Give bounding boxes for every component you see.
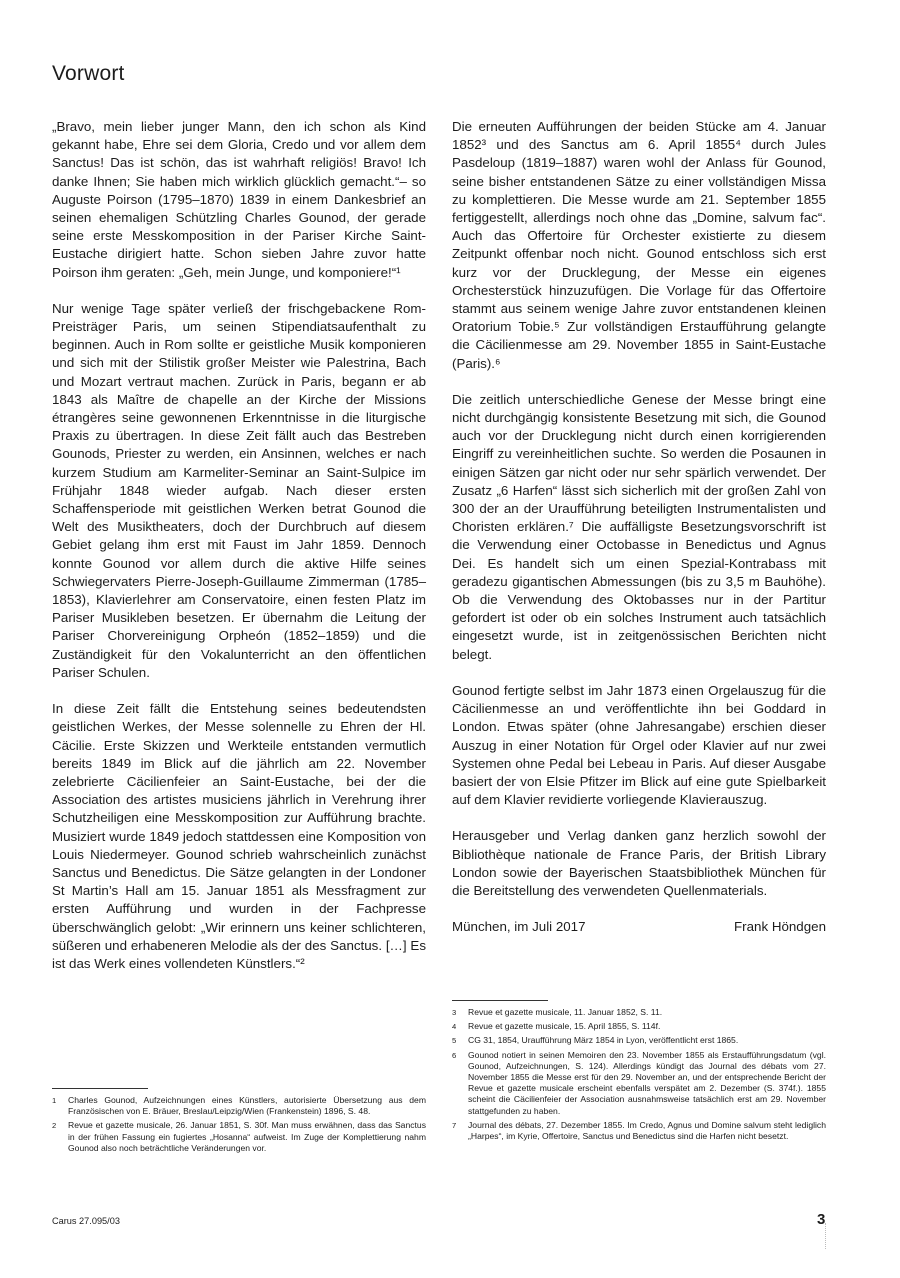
paragraph: Die erneuten Aufführungen der beiden Stücke am 4. Januar 1852³ und des Sanctus am 6. April 1855⁴ durch Jules Pasdeloup (1819–1887) waren wohl der Anlass für Gounod, seine bisher entstandenen Sätze zu einer vollständigen Missa zu komplettieren. Die Messe wurde am 21. September 1855 fertiggestellt, allerdings noch ohne das „Domine, salvum fac“. Auch das Offertoire für Orchester existierte zu diesem Zeitpunkt offenbar noch nicht. Gounod entschloss sich erst kurz vor der Drucklegung, der Messe ein eigenes Orchesterstück hinzuzufügen. Die Vorlage für das Offertoire stammt aus seinem wenige Jahre zuvor entstandenen kleinen Oratorium Tobie.⁵ Zur vollständigen Erstaufführung gelangte die Cäcilienmesse am 29. November 1855 in Saint-Eustache (Paris).⁶ bbox=[452, 119, 826, 371]
author-name: Frank Höndgen bbox=[734, 919, 826, 935]
footnote-text: Revue et gazette musicale, 11. Januar 1852, S. 11. bbox=[468, 1007, 663, 1017]
footnote bbox=[452, 1035, 826, 1046]
footnote bbox=[452, 1007, 826, 1018]
catalog-number: Carus 27.095/03 bbox=[52, 1216, 120, 1226]
footnote-text: CG 31, 1854, Uraufführung März 1854 in Lyon, veröffentlicht erst 1865. bbox=[468, 1035, 739, 1046]
footnote-rule bbox=[452, 1000, 548, 1001]
footnote-number: 3 bbox=[452, 1008, 457, 1017]
place-date: München, im Juli 2017 bbox=[452, 919, 586, 935]
page-number: 3 bbox=[817, 1211, 826, 1228]
margin-divider bbox=[825, 1223, 827, 1249]
footnote-text: Revue et gazette musicale, 26. Januar 1851, S. 30f. Man muss erwähnen, dass das Sanctus in der frühen Fassung ein fugiertes „Hosanna“ aufweist. Im Zuge der Komplettierung nahm Gounod also noch beträchtliche Veränderungen vor. bbox=[68, 1120, 426, 1153]
left-column bbox=[52, 118, 426, 973]
page-title: Vorwort bbox=[52, 62, 125, 85]
paragraph: Die zeitlich unterschiedliche Genese der Messe bringt eine nicht durchgängig konsistente Besetzung mit sich, die Gounod auch vor der Drucklegung nicht durch einen korrigierenden Eingriff zu vereinheitlichen suchte. So werden die Posaunen in einigen Sätzen gar nicht oder nur sehr spärlich verwendet. Der Zusatz „6 Harfen“ lässt sich sicherlich mit der großen Zahl von 300 der an der Uraufführung beteiligten Instrumentalisten und Choristen erklären.⁷ Die auffälligste Besetzungsvorschrift ist die Verwendung einer Octobasse in Benedictus und Agnus Dei. Es handelt sich um einen Spezial-Kontrabass mit geradezu gigantischen Abmessungen (bis zu 3,5 m Bauhöhe). Ob die Verwendung des Oktobasses nur in der Partitur gefordert ist oder ob ein solches Instrument auch tatsächlich eingesetzt wurde, ist in zeitgenössischen Berichten nicht belegt. bbox=[452, 391, 826, 662]
footnotes-left bbox=[52, 1088, 426, 1157]
footnote-number: 2 bbox=[52, 1121, 57, 1131]
footnote bbox=[52, 1095, 426, 1117]
footnote-text: Charles Gounod, Aufzeichnungen eines Künstlers, autorisierte Übersetzung aus dem Französischen von E. Bräuer, Breslau/Leipzig/Wien (Frankenstein) 1896, S. 48. bbox=[68, 1095, 426, 1117]
footnote bbox=[452, 1021, 826, 1032]
footnote bbox=[452, 1120, 826, 1142]
footnote-number: 6 bbox=[452, 1050, 457, 1060]
paragraph: „Bravo, mein lieber junger Mann, den ich schon als Kind gekannt habe, Ehre sei dem Gloria, Credo und vor allem dem Sanctus! Das ist schön, das ist wahrhaft religiös! Bravo! Ich danke Ihnen; Sie haben mich wirklich glücklich gemacht.“– so Auguste Poirson (1795–1870) 1839 in einem Dankesbrief an seinen ehemaligen Schützling Charles Gounod, der gerade seine erste Messkomposition in der Pariser Kirche Saint-Eustache dirigiert hatte. Schon sieben Jahre zuvor hatte Poirson ihm geraten: „Geh, mein Junge, und komponiere!“¹ bbox=[52, 119, 426, 280]
footnote-text: Gounod notiert in seinen Memoiren den 23. November 1855 als Erstaufführungsdatum (vgl. Gounod, Aufzeichnungen, S. 124). Allerdings kündigt das Journal des débats vom 27. November 1855 die Messe erst für den 29. November an, und der entsprechende Bericht der Revue et gazette musicale erscheint ebenfalls verspätet am 2. Dezember (S. 374f.). 1855 scheint die Cäcilienfeier der Association ausnahmsweise tatsächlich erst am 29. November stattgefunden zu haben. bbox=[468, 1049, 826, 1116]
footnote-text: Journal des débats, 27. Dezember 1855. Im Credo, Agnus und Domine salvum steht lediglich „Harpes“, im Kyrie, Offertoire, Sanctus und Benedictus sind die Harfen nicht besetzt. bbox=[468, 1119, 826, 1142]
right-column bbox=[452, 118, 826, 936]
signature-line bbox=[452, 918, 826, 936]
paragraph: Gounod fertigte selbst im Jahr 1873 einen Orgelauszug für die Cäcilienmesse an und veröffentlichte ihn bei Goddard in London. Etwas später (ohne Jahresangabe) erschien dieser Auszug in einer Notation für Orgel oder Klavier auf nur zwei Systemen ohne Pedal bei Lebeau in Paris. Auf dieser Ausgabe basiert der von Elsie Pfitzer im Blick auf eine gute Spielbarkeit auf dem Klavier revidierte vorliegende Klavierauszug. bbox=[452, 682, 826, 808]
footnote-number: 4 bbox=[452, 1022, 457, 1032]
footnote-number: 5 bbox=[452, 1036, 457, 1046]
footnotes-right bbox=[452, 1000, 826, 1145]
footnote-rule bbox=[52, 1088, 148, 1089]
footnote-text: Revue et gazette musicale, 15. April 1855, S. 114f. bbox=[468, 1021, 661, 1032]
paragraph: In diese Zeit fällt die Entstehung seines bedeutendsten geistlichen Werkes, der Messe solennelle zu Ehren der Hl. Cäcilie. Erste Skizzen und Werkteile entstanden vermutlich bereits 1849 im Blick auf die jährlich am 22. November zelebrierte Cäcilienfeier an Saint-Eustache, bei der die Association des artistes musiciens jährlich in Verehrung ihrer Schutzheiligen eine Messkomposition zur Aufführung brachte. Musiziert wurde 1849 jedoch stattdessen eine Komposition von Louis Niedermeyer. Gounod schrieb wahrscheinlich zunächst Sanctus und Benedictus. Die Sätze gelangten in der Londoner St Martin’s Hall am 15. Januar 1851 als Messfragment zur ersten Aufführung und wurden in der Fachpresse überschwänglich gelobt: „Wir erinnern uns keiner schlichteren, süßeren und erhabeneren Melodie als der des Sanctus. […] Es ist das Werk eines vollendeten Künstlers.“² bbox=[52, 701, 426, 971]
paragraph: Herausgeber und Verlag danken ganz herzlich sowohl der Bibliothèque nationale de France Paris, der British Library London sowie der Bayerischen Staatsbibliothek München für die Bereitstellung des verwendeten Quellenmaterials. bbox=[452, 828, 826, 898]
footnote-number: 1 bbox=[52, 1096, 57, 1105]
footnote bbox=[52, 1120, 426, 1154]
paragraph: Nur wenige Tage später verließ der frischgebackene Rom-Preisträger Paris, um seinen Stipendiatsaufenthalt zu beginnen. Auch in Rom sollte er geistliche Musik komponieren und sich mit der Stilistik großer Meister wie Palestrina, Bach und Mozart vertraut machen. Zurück in Paris, begann er ab 1843 als Maître de chapelle an der Kirche der Missions étrangères seine gewonnenen Erkenntnisse in die liturgische Praxis zu übertragen. In diese Zeit fällt auch das Bestreben Gounods, Priester zu werden, ein Ansinnen, welches er nach kurzem Studium am Karmeliter-Seminar an Saint-Sulpice im Frühjahr 1848 wieder aufgab. Nach dieser ersten Schaffensperiode mit geistlichen Werken betrat Gounod die Welt des Musiktheaters, doch der Durchbruch auf diesem Gebiet gelang ihm erst mit Faust im Jahr 1859. Dennoch konnte Gounod vor allem durch die aktive Hilfe seines Schwiegervaters Pierre-Joseph-Guillaume Zimmerman (1785–1853), Klavierlehrer am Conservatoire, einen festen Platz im Pariser Musikleben besetzen. Er übernahm die Leitung der Pariser Chorvereinigung Orpheón (1852–1859) und die Zuständigkeit für den Vokalunterricht an den öffentlichen Pariser Schulen. bbox=[52, 300, 426, 680]
footnote bbox=[452, 1050, 826, 1117]
footnote-number: 7 bbox=[452, 1120, 457, 1130]
